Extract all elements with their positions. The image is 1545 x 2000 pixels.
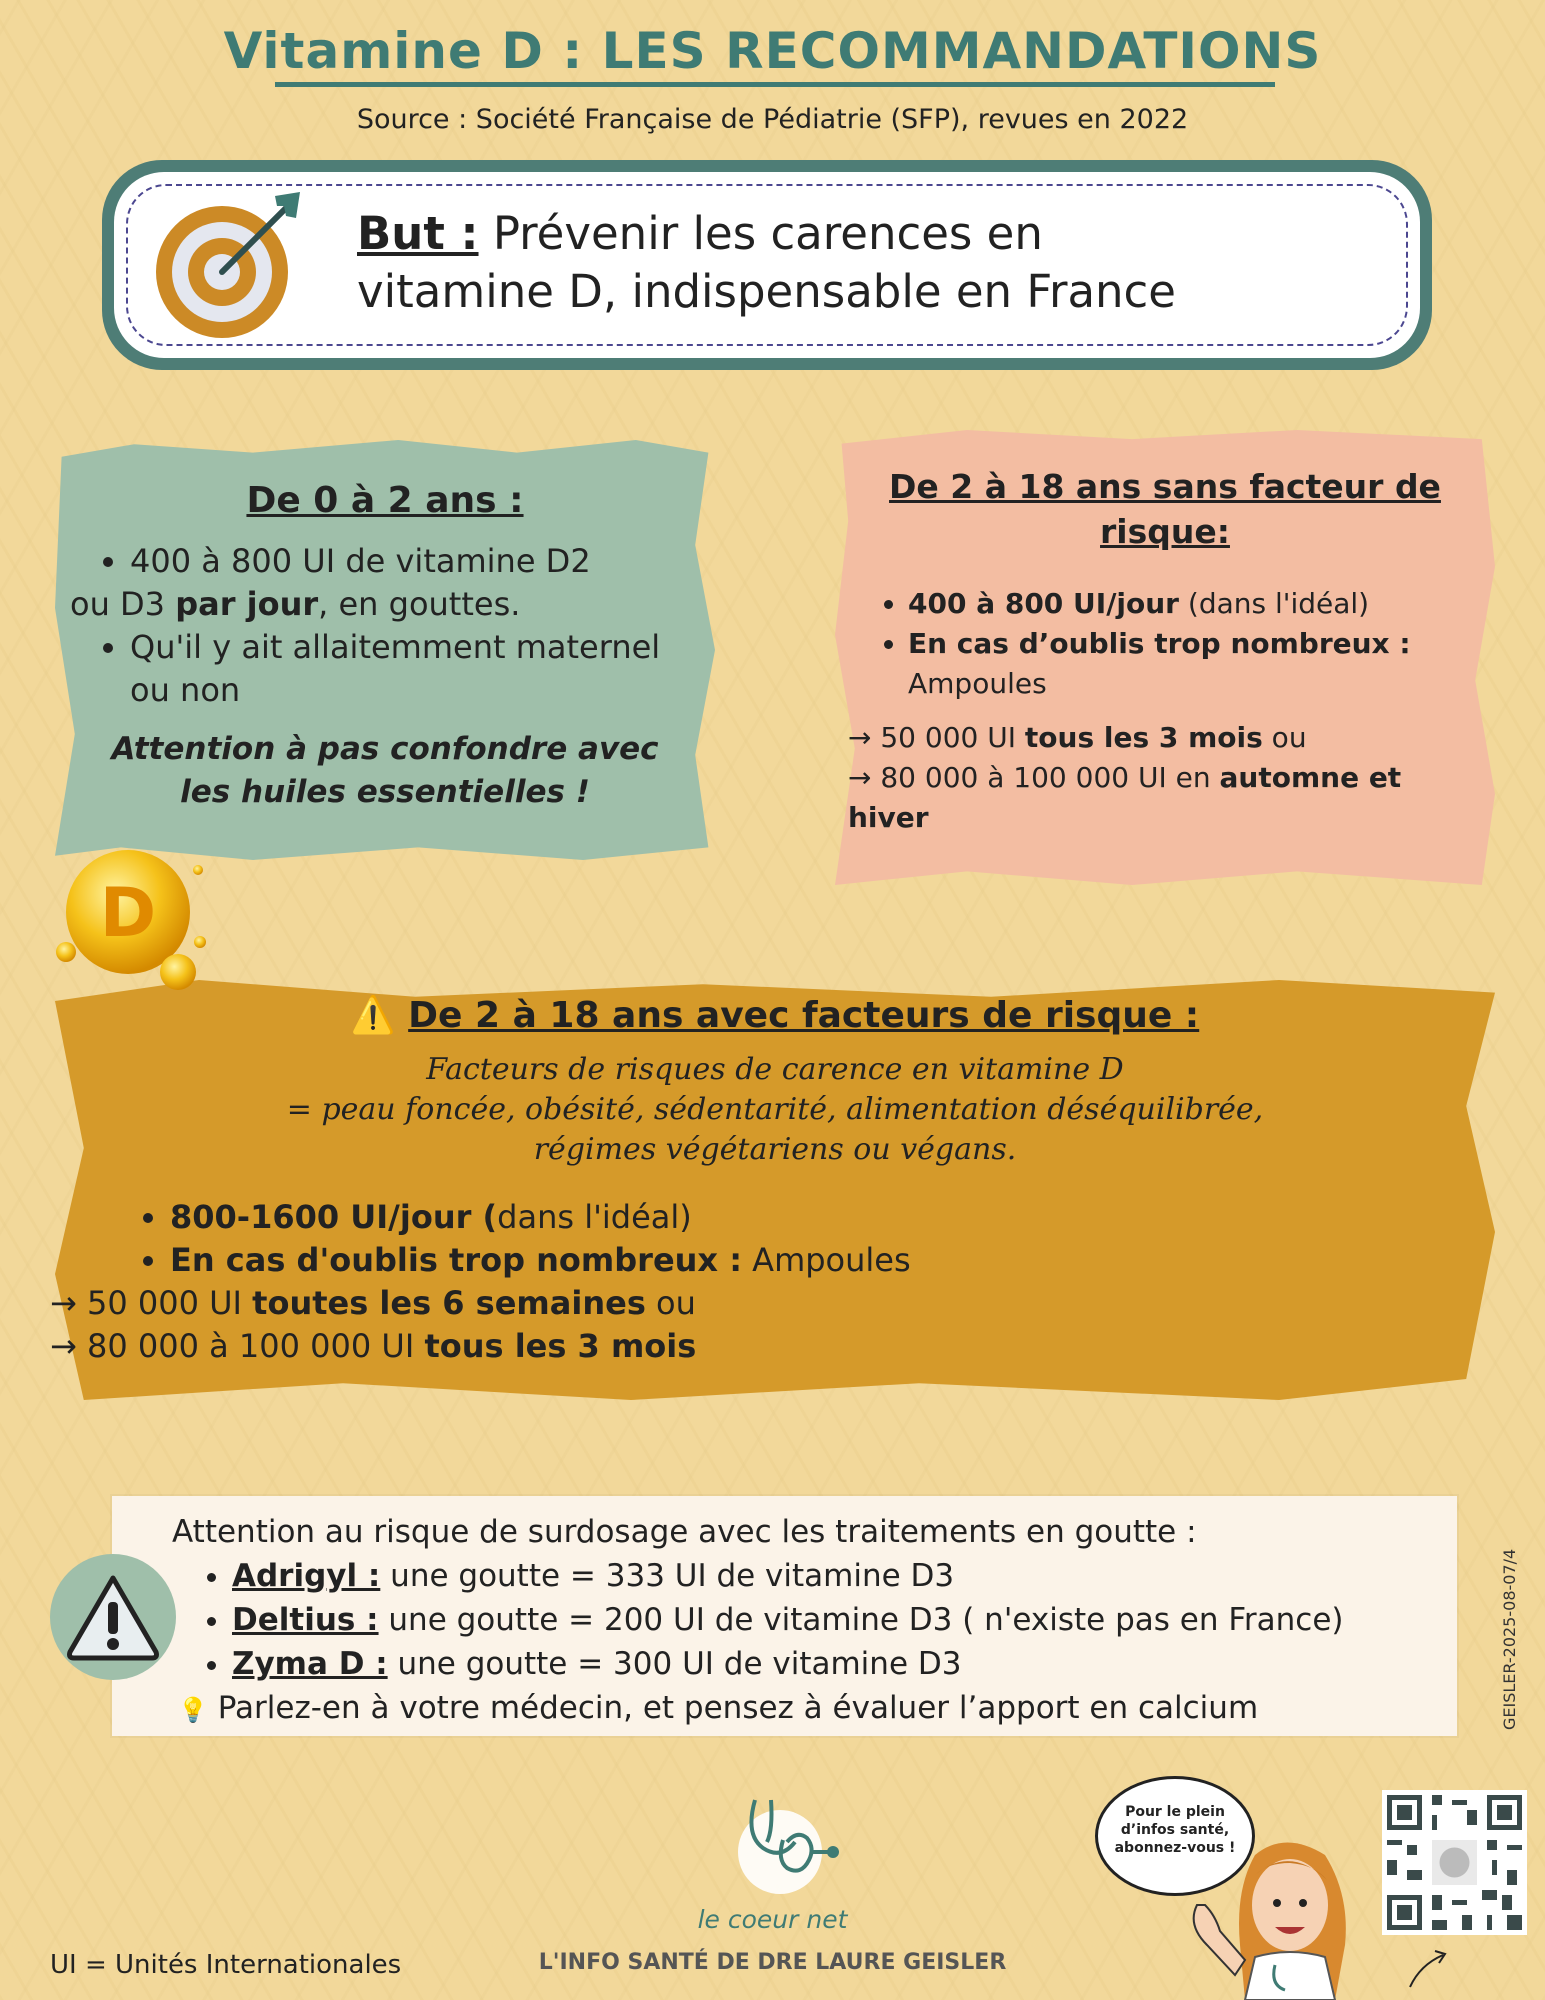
item-text: → 80 000 à 100 000 UI en: [848, 761, 1220, 794]
list-item: [130, 540, 710, 583]
item-text: Ampoules: [742, 1241, 911, 1279]
risk-factors-line: Facteurs de risques de carence en vitamine D: [426, 1052, 1124, 1087]
item-text: 400 à 800 UI de vitamine D2: [130, 542, 591, 580]
risk-factors-line: = peau foncée, obésité, sédentarité, alimentation déséquilibrée,: [286, 1092, 1264, 1127]
curved-arrow-icon: [1405, 1945, 1455, 1990]
item-text: ou D3: [70, 585, 176, 623]
product-text: une goutte = 200 UI de vitamine D3 ( n'existe pas en France): [378, 1602, 1344, 1638]
brand-name: le coeur net: [697, 1905, 848, 1934]
calcium-tip: [178, 1686, 1452, 1732]
goal-text-line2: vitamine D, indispensable en France: [357, 265, 1176, 318]
goal-text: [357, 205, 1357, 321]
product-name: Zyma D :: [232, 1646, 388, 1682]
item-text: (dans l'idéal): [1179, 587, 1370, 620]
item-text: Ampoules: [908, 667, 1047, 700]
item-bold: tous les 3 mois: [1024, 721, 1263, 754]
product-name: Adrigyl :: [232, 1558, 381, 1594]
item-bold: automne et hiver: [848, 761, 1402, 834]
item-bold: tous les 3 mois: [424, 1327, 697, 1365]
item-text: → 50 000 UI: [50, 1284, 253, 1322]
product-text: une goutte = 300 UI de vitamine D3: [387, 1646, 962, 1682]
doctor-illustration-icon: [1185, 1835, 1390, 2000]
product-item: [232, 1554, 1452, 1598]
arrow-line: [848, 758, 1478, 838]
list-item: [170, 1196, 1410, 1239]
item-bold: En cas d'oublis trop nombreux :: [170, 1241, 742, 1279]
bubble-line: d’infos santé,: [1120, 1822, 1230, 1838]
heading-0-2-years: De 0 à 2 ans :: [246, 480, 524, 521]
warning-icon: ⚠️: [350, 995, 396, 1036]
target-icon: [150, 186, 310, 346]
item-text: , en gouttes.: [318, 585, 521, 623]
bubble-line: abonnez-vous !: [1114, 1840, 1236, 1856]
list-2-18-no-risk: [848, 584, 1478, 838]
arrow-line: [50, 1282, 1410, 1325]
bubble-line: Pour le plein: [1125, 1804, 1225, 1820]
ui-legend: UI = Unités Internationales: [50, 1950, 402, 1980]
item-bold: En cas d’oublis trop nombreux :: [908, 627, 1411, 660]
heading-text: De 2 à 18 ans avec facteurs de risque :: [408, 995, 1200, 1036]
list-2-18-with-risk: [50, 1196, 1410, 1368]
item-text: → 50 000 UI: [848, 721, 1025, 754]
list-item: [908, 584, 1478, 624]
list-0-2-years: [70, 540, 710, 712]
arrow-line: [848, 718, 1478, 758]
item-text: ou: [645, 1284, 696, 1322]
source-line: Source : Société Française de Pédiatrie (SFP), revues en 2022: [356, 104, 1189, 135]
product-item: [232, 1642, 1452, 1686]
vitamin-d-icon: [48, 840, 208, 1000]
item-text: → 80 000 à 100 000 UI: [50, 1327, 425, 1365]
product-text: une goutte = 333 UI de vitamine D3: [380, 1558, 955, 1594]
stethoscope-logo-icon: [715, 1790, 845, 1900]
list-item: [908, 624, 1478, 704]
risk-factors-line: régimes végétariens ou végans.: [533, 1132, 1017, 1167]
essential-oils-warning: Attention à pas confondre avec les huiles essentielles !: [111, 731, 659, 810]
item-bold: toutes les 6 semaines: [252, 1284, 646, 1322]
title-underline: [275, 82, 1275, 87]
overdose-text: [172, 1510, 1452, 1732]
goal-text-line1: Prévenir les carences en: [478, 207, 1043, 260]
item-text: dans l'idéal): [497, 1198, 692, 1236]
arrow-line: [50, 1325, 1410, 1368]
overdose-intro: Attention au risque de surdosage avec les traitements en goutte :: [172, 1514, 1197, 1550]
goal-label: But :: [357, 207, 479, 260]
heading-2-18-no-risk: De 2 à 18 ans sans facteur de risque:: [889, 467, 1441, 551]
heading-2-18-with-risk: [55, 994, 1495, 1036]
list-item-continuation: [70, 583, 710, 626]
lightbulb-icon: 💡: [178, 1696, 208, 1724]
product-list: [172, 1554, 1452, 1686]
list-item: • Qu'il y ait allaitemment maternel ou non: [130, 626, 710, 712]
qr-code-icon[interactable]: [1382, 1790, 1527, 1935]
warning-triangle-icon: [48, 1552, 178, 1682]
page-title: Vitamine D : LES RECOMMANDATIONS: [223, 22, 1322, 80]
vitamin-d-letter: D: [99, 874, 157, 953]
risk-factors: [55, 1050, 1495, 1170]
product-item: [232, 1598, 1452, 1642]
item-bold: 800-1600 UI/jour (: [170, 1198, 498, 1236]
document-code: GEISLER-2025-08-07/4: [1500, 1548, 1519, 1730]
item-text: ou: [1262, 721, 1307, 754]
item-bold: 400 à 800 UI/jour: [908, 587, 1179, 620]
list-item: [170, 1239, 1410, 1282]
product-name: Deltius :: [232, 1602, 379, 1638]
tip-text: Parlez-en à votre médecin, et pensez à évaluer l’apport en calcium: [217, 1690, 1259, 1726]
brand-tagline: L'INFO SANTÉ DE DRE LAURE GEISLER: [538, 1950, 1007, 1975]
item-bold: par jour: [175, 585, 319, 623]
